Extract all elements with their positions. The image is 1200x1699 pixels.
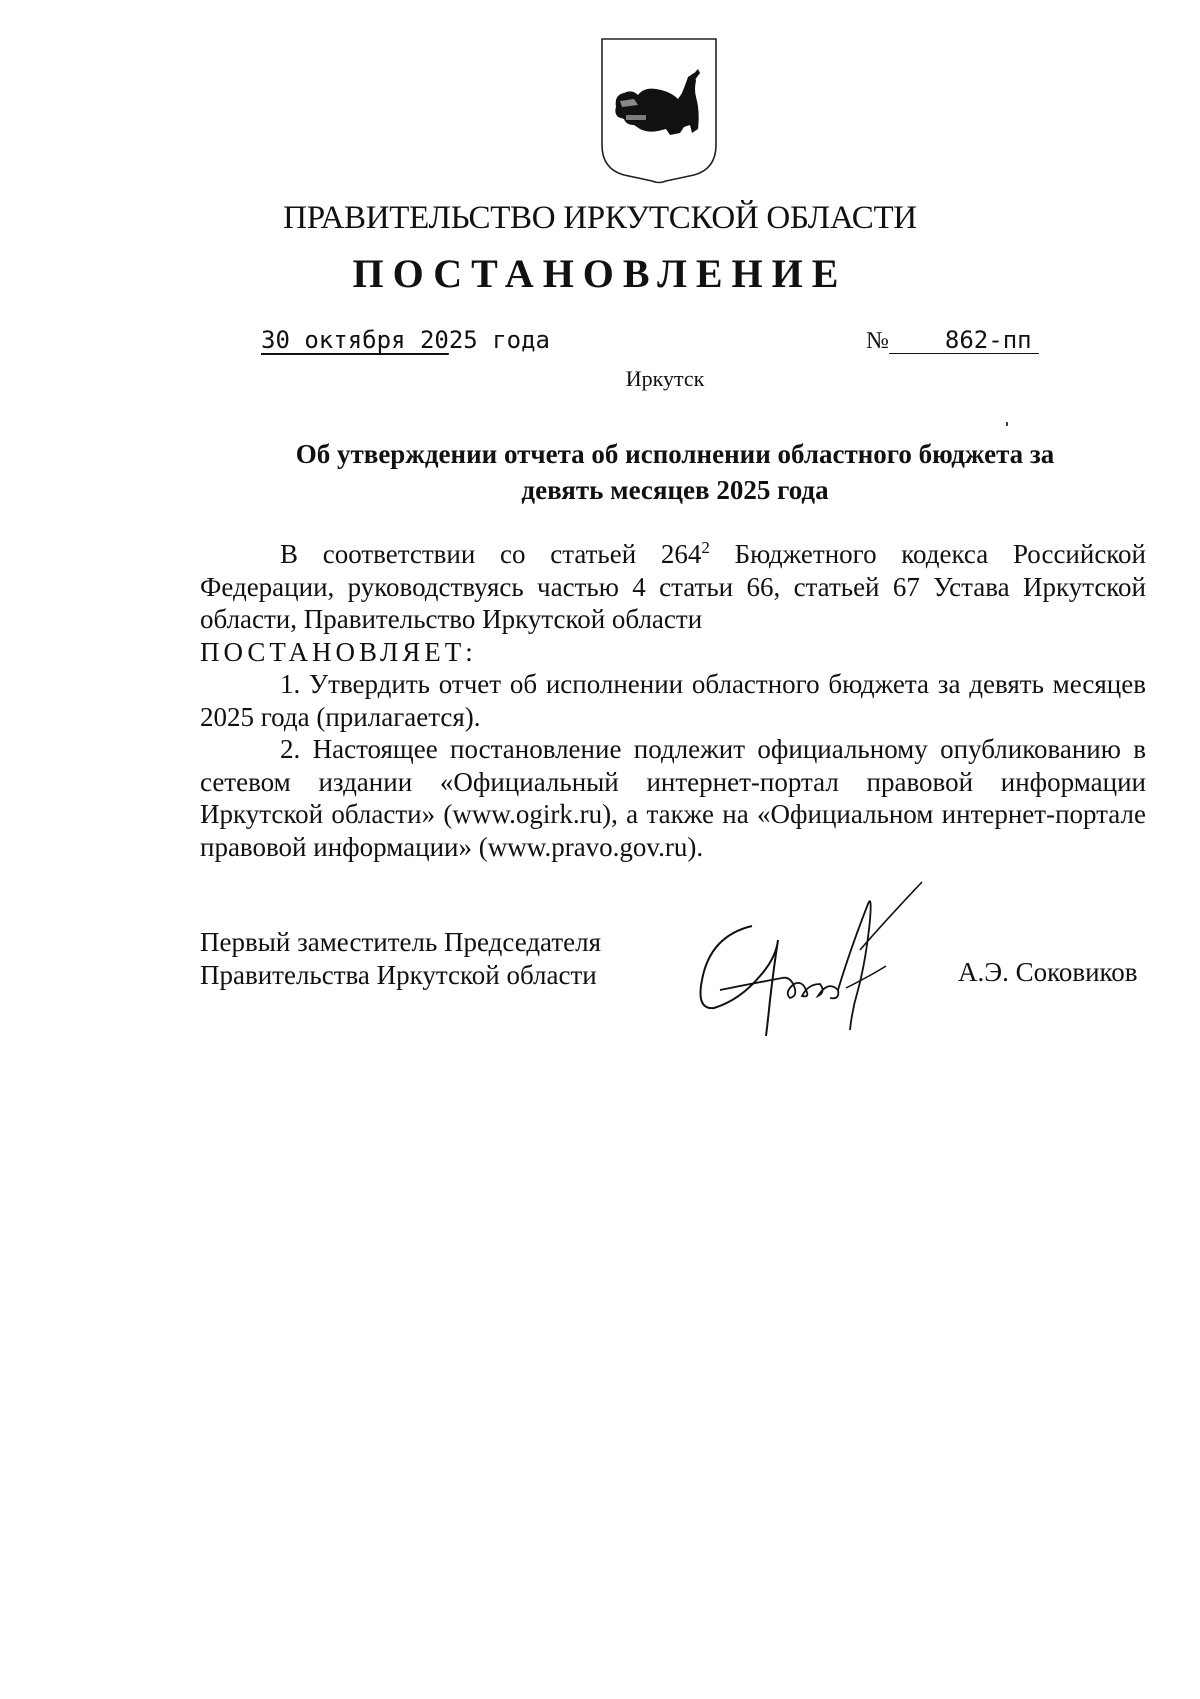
handwritten-signature-icon bbox=[690, 880, 940, 1040]
government-name: ПРАВИТЕЛЬСТВО ИРКУТСКОЙ ОБЛАСТИ bbox=[283, 200, 917, 236]
preamble-text: В соответствии со статьей 264 bbox=[280, 539, 702, 569]
preamble-paragraph bbox=[200, 532, 1146, 636]
document-body bbox=[200, 532, 1146, 863]
resolves-word: ПОСТАНОВЛЯЕТ: bbox=[200, 636, 477, 667]
number-value: 862-пп bbox=[889, 327, 1039, 354]
item-2: 2. Настоящее постановление подлежит официальному опубликованию в сетевом издании «Официальный интернет-портал правовой информации Иркутской области» (www.ogirk.ru), а также на «Официальном интернет-портале правовой информации» (www.pravo.gov.ru). bbox=[200, 734, 1146, 862]
preamble-text-rest: Бюджетного кодекса Российской Федерации, руководствуясь частью 4 статьи 66, статьей 67 Устава Иркутской области, Правительство Иркутской области bbox=[200, 539, 1146, 634]
scan-speck bbox=[1006, 422, 1008, 426]
signer-name: А.Э. Соковиков bbox=[958, 957, 1138, 987]
document-number bbox=[866, 326, 1039, 355]
article-superscript: 2 bbox=[701, 538, 710, 557]
date-tail: 25 года bbox=[448, 326, 550, 354]
number-sign: № bbox=[866, 328, 889, 354]
document-type: ПОСТАНОВЛЕНИЕ bbox=[352, 251, 848, 296]
coat-of-arms-icon bbox=[600, 37, 718, 187]
title-line-1: Об утверждении отчета об исполнении областного бюджета за bbox=[295, 439, 1055, 469]
position-line-1: Первый заместитель Председателя bbox=[200, 927, 602, 957]
item-1: 1. Утвердить отчет об исполнении областного бюджета за девять месяцев 2025 года (прилагается). bbox=[200, 669, 1146, 732]
signatory-position bbox=[200, 926, 601, 992]
document-title bbox=[240, 436, 1110, 508]
date-filled: 30 октября 20 bbox=[261, 326, 449, 354]
title-line-2: девять месяцев 2025 года bbox=[521, 475, 829, 505]
document-date bbox=[261, 326, 550, 354]
city: Иркутск bbox=[625, 366, 705, 391]
position-line-2: Правительства Иркутской области bbox=[200, 960, 597, 990]
